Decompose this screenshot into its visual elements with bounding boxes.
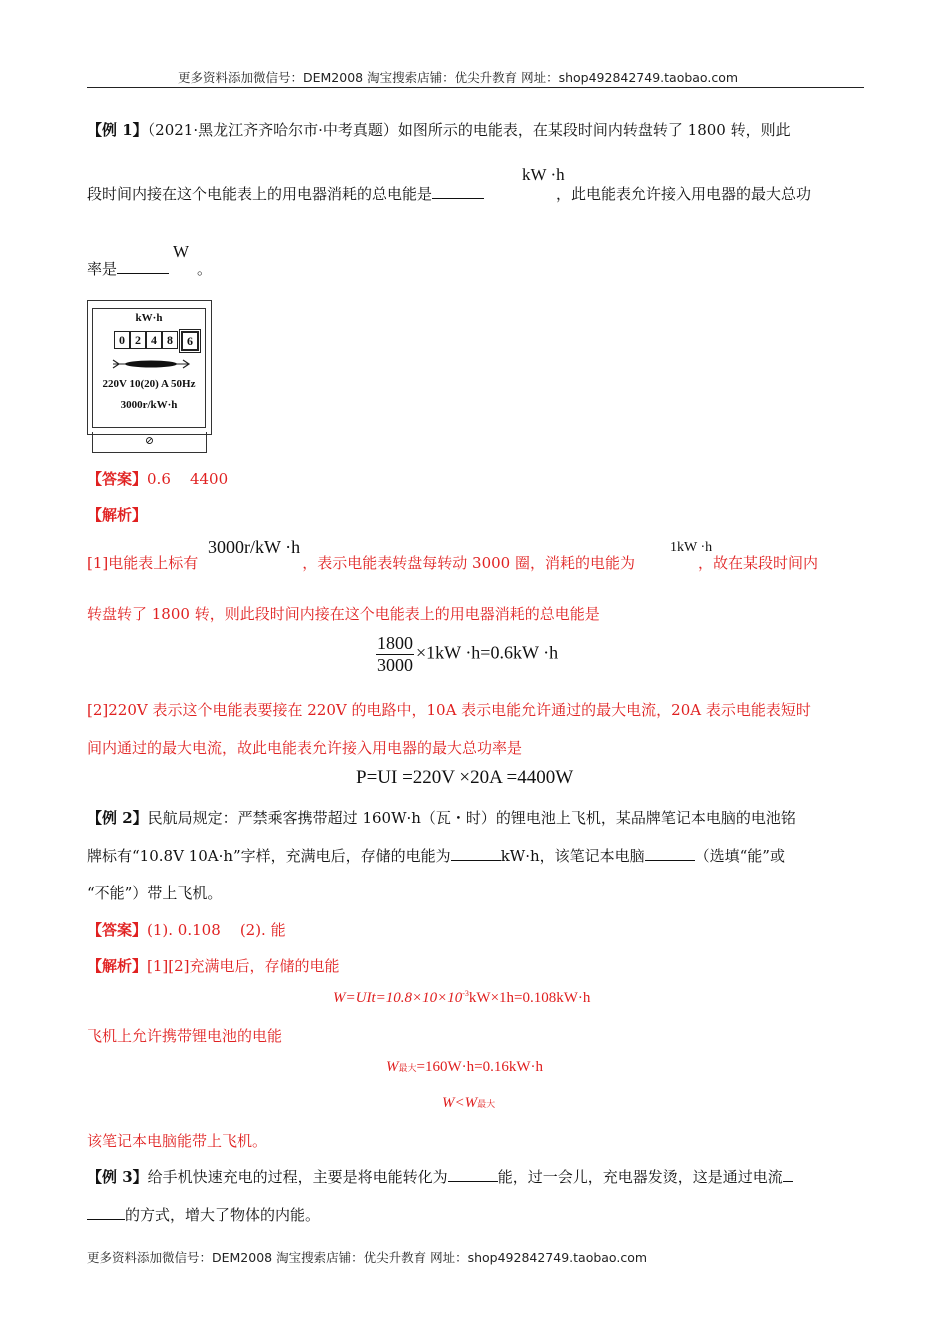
answer-blank <box>432 184 484 199</box>
unit-w: W <box>173 242 190 261</box>
example-2-line-1: 【例 2】民航局规定：严禁乘客携带超过 160W·h（瓦・时）的锂电池上飞机，某品牌笔记本电脑的电池铭 <box>87 809 796 827</box>
example-2-answer: 【答案】(1). 0.108 (2). 能 <box>87 921 286 939</box>
answer-blank <box>448 1167 498 1182</box>
formula-3000r: 3000r/kW ·h <box>208 537 301 557</box>
analysis-1-line-1: [1]电能表上标有 ，表示电能表转盘每转动 3000 圈，消耗的电能为 ，故在某段时间内 <box>87 554 818 572</box>
answer-blank <box>451 846 501 861</box>
example-2-label: 【例 2】 <box>87 809 148 827</box>
fraction: $\frac{1800}{3000}$ <box>377 633 413 675</box>
example-2-conclusion: 该笔记本电脑能带上飞机。 <box>87 1132 268 1150</box>
meter-rate: 3000r/kW·h <box>120 399 178 411</box>
meter-digit-decimal: 6 <box>181 331 199 351</box>
answer-blank <box>87 1205 125 1220</box>
electric-meter-figure <box>87 300 212 435</box>
analysis-2-line-2: 间内通过的最大电流，故此电能表允许接入用电器的最大总功率是 <box>87 739 523 757</box>
example-2-analysis: 【解析】[1][2]充满电后，存储的电能 <box>87 957 340 975</box>
equation-comparison: W<W最大 <box>442 1095 496 1111</box>
meter-digit: 2 <box>130 331 146 349</box>
header-rule <box>87 87 864 88</box>
example-3-line-1: 【例 3】给手机快速充电的过程，主要是将电能转化为 能，过一会儿，充电器发烫，这是通过电流 <box>87 1166 793 1187</box>
equation-max-energy: W最大=160W·h=0.16kW·h <box>386 1059 543 1075</box>
example-1-line-1: 【例 1】（2021·黑龙江齐齐哈尔市·中考真题）如图所示的电能表，在某段时间内转盘转了 1800 转，则此 <box>87 121 791 139</box>
formula-1kwh: 1kW ·h <box>670 540 713 555</box>
example-1-line-3: 率是 。 <box>87 260 213 278</box>
screw-icon: ⊘ <box>144 434 155 447</box>
example-2-line-3: “不能”）带上飞机。 <box>87 884 223 902</box>
meter-panel <box>92 308 206 428</box>
answer-blank <box>645 846 695 861</box>
meter-digit: 0 <box>114 331 130 349</box>
meter-digit: 4 <box>146 331 162 349</box>
analysis-1-line-2: 转盘转了 1800 转，则此段时间内接在这个电能表上的用电器消耗的总电能是 <box>87 605 600 623</box>
page-header: 更多资料添加微信号：DEM2008 淘宝搜索店铺：优尖升教育 网址：shop492842749.taobao.com <box>178 70 739 85</box>
equation-energy: $\frac{1800}{3000}$ ×1kW ·h=0.6kW ·h <box>377 633 559 675</box>
example-1-line-2: 段时间内接在这个电能表上的用电器消耗的总电能是 ，此电能表允许接入用电器的最大总功 <box>87 185 812 203</box>
equation-stored-energy: $W=UIt=10.8\times 10\times 10^{-3}kW\times 1h=0.108kW\cdot h$ <box>333 989 591 1006</box>
equation-power: P=UI =220V ×20A =4400W <box>356 767 574 788</box>
meter-digit: 8 <box>162 331 178 349</box>
example-1-label: 【例 1】 <box>87 121 148 139</box>
example-1-analysis-label: 【解析】 <box>87 506 148 524</box>
meter-unit: kW·h <box>135 312 163 324</box>
analysis-2-line-1: [2]220V 表示这个电能表要接在 220V 的电路中，10A 表示电能允许通过的最大电流，20A 表示电能表短时 <box>87 701 811 719</box>
page-footer: 更多资料添加微信号：DEM2008 淘宝搜索店铺：优尖升教育 网址：shop492842749.taobao.com <box>87 1250 648 1265</box>
meter-digits <box>114 331 199 351</box>
example-2-line-2: 牌标有“10.8V 10A·h”字样，充满电后，存储的电能为 kW·h，该笔记本电脑 （选填“能”或 <box>87 847 785 865</box>
unit-kwh-1: kW ·h <box>522 165 565 184</box>
meter-disc-icon <box>111 358 191 370</box>
example-3-label: 【例 3】 <box>87 1168 148 1186</box>
answer-blank <box>117 259 169 274</box>
example-1-answer: 【答案】0.6 4400 <box>87 470 229 488</box>
meter-spec: 220V 10(20) A 50Hz <box>102 378 196 390</box>
answer-blank <box>783 1167 793 1182</box>
meter-base <box>92 432 207 453</box>
example-3-line-2: 的方式，增大了物体的内能。 <box>87 1204 320 1225</box>
example-2-line-4: 飞机上允许携带锂电池的电能 <box>87 1027 283 1045</box>
